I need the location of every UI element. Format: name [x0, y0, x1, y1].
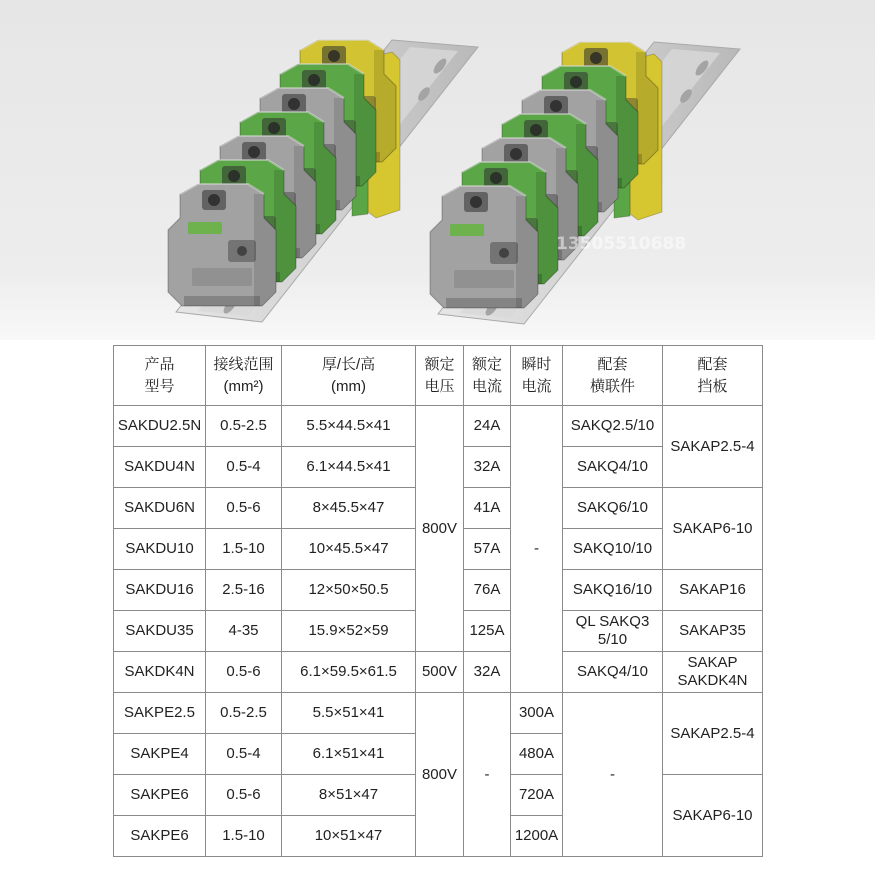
- cell-wire-range: 1.5-10: [206, 816, 282, 857]
- table-row: [114, 652, 763, 693]
- table-row: [114, 693, 763, 734]
- cell-rated-current: 125A: [464, 611, 511, 652]
- cell-jumper: SAKQ6/10: [563, 488, 663, 529]
- cell-wire-range: 0.5-6: [206, 775, 282, 816]
- cell-end-plate: SAKAP SAKDK4N: [663, 652, 763, 693]
- cell-wire-range: 1.5-10: [206, 529, 282, 570]
- cell-surge-current: -: [511, 406, 563, 693]
- header-dimensions: 厚/长/高 (mm): [282, 346, 416, 406]
- cell-wire-range: 0.5-6: [206, 488, 282, 529]
- cell-model: SAKDK4N: [114, 652, 206, 693]
- cell-dimensions: 6.1×59.5×61.5: [282, 652, 416, 693]
- cell-model: SAKDU10: [114, 529, 206, 570]
- cell-dimensions: 5.5×44.5×41: [282, 406, 416, 447]
- cell-end-plate: SAKAP16: [663, 570, 763, 611]
- cell-end-plate: SAKAP2.5-4: [663, 693, 763, 775]
- cell-end-plate: SAKAP6-10: [663, 488, 763, 570]
- header-jumper: 配套 横联件: [563, 346, 663, 406]
- cell-model: SAKDU2.5N: [114, 406, 206, 447]
- cell-model: SAKDU4N: [114, 447, 206, 488]
- cell-wire-range: 0.5-4: [206, 734, 282, 775]
- cell-rated-voltage: 800V: [416, 693, 464, 857]
- cell-surge-current: 720A: [511, 775, 563, 816]
- header-end-plate: 配套 挡板: [663, 346, 763, 406]
- cell-wire-range: 0.5-2.5: [206, 406, 282, 447]
- cell-rated-current: -: [464, 693, 511, 857]
- cell-dimensions: 12×50×50.5: [282, 570, 416, 611]
- cell-dimensions: 8×45.5×47: [282, 488, 416, 529]
- cell-wire-range: 4-35: [206, 611, 282, 652]
- cell-rated-current: 57A: [464, 529, 511, 570]
- cell-rated-current: 24A: [464, 406, 511, 447]
- cell-jumper: -: [563, 693, 663, 857]
- cell-dimensions: 10×45.5×47: [282, 529, 416, 570]
- cell-rated-current: 32A: [464, 447, 511, 488]
- cell-rated-voltage: 500V: [416, 652, 464, 693]
- cell-dimensions: 5.5×51×41: [282, 693, 416, 734]
- cell-jumper: SAKQ2.5/10: [563, 406, 663, 447]
- cell-dimensions: 10×51×47: [282, 816, 416, 857]
- cell-model: SAKPE6: [114, 816, 206, 857]
- header-wire-range: 接线范围 (mm²): [206, 346, 282, 406]
- header-row: [114, 346, 763, 406]
- cell-end-plate: SAKAP6-10: [663, 775, 763, 857]
- cell-rated-current: 76A: [464, 570, 511, 611]
- cell-dimensions: 6.1×51×41: [282, 734, 416, 775]
- cell-surge-current: 480A: [511, 734, 563, 775]
- cell-end-plate: SAKAP35: [663, 611, 763, 652]
- cell-model: SAKDU35: [114, 611, 206, 652]
- cell-wire-range: 0.5-4: [206, 447, 282, 488]
- cell-rated-current: 41A: [464, 488, 511, 529]
- cell-surge-current: 300A: [511, 693, 563, 734]
- product-photo: [0, 0, 875, 340]
- cell-jumper: SAKQ4/10: [563, 652, 663, 693]
- header-model: 产品 型号: [114, 346, 206, 406]
- cell-dimensions: 8×51×47: [282, 775, 416, 816]
- cell-surge-current: 1200A: [511, 816, 563, 857]
- header-rated-current: 额定 电流: [464, 346, 511, 406]
- cell-dimensions: 6.1×44.5×41: [282, 447, 416, 488]
- cell-model: SAKPE2.5: [114, 693, 206, 734]
- cell-dimensions: 15.9×52×59: [282, 611, 416, 652]
- cell-model: SAKPE6: [114, 775, 206, 816]
- cell-model: SAKDU16: [114, 570, 206, 611]
- watermark: 13505510688: [556, 234, 687, 254]
- cell-jumper: SAKQ4/10: [563, 447, 663, 488]
- header-rated-voltage: 额定 电压: [416, 346, 464, 406]
- cell-jumper: QL SAKQ3 5/10: [563, 611, 663, 652]
- header-surge-current: 瞬时 电流: [511, 346, 563, 406]
- cell-wire-range: 0.5-6: [206, 652, 282, 693]
- cell-rated-voltage: 800V: [416, 406, 464, 652]
- cell-wire-range: 0.5-2.5: [206, 693, 282, 734]
- table-row: [114, 406, 763, 447]
- cell-model: SAKPE4: [114, 734, 206, 775]
- cell-end-plate: SAKAP2.5-4: [663, 406, 763, 488]
- spec-table: [113, 345, 763, 857]
- cell-wire-range: 2.5-16: [206, 570, 282, 611]
- cell-jumper: SAKQ10/10: [563, 529, 663, 570]
- cell-model: SAKDU6N: [114, 488, 206, 529]
- cell-jumper: SAKQ16/10: [563, 570, 663, 611]
- cell-rated-current: 32A: [464, 652, 511, 693]
